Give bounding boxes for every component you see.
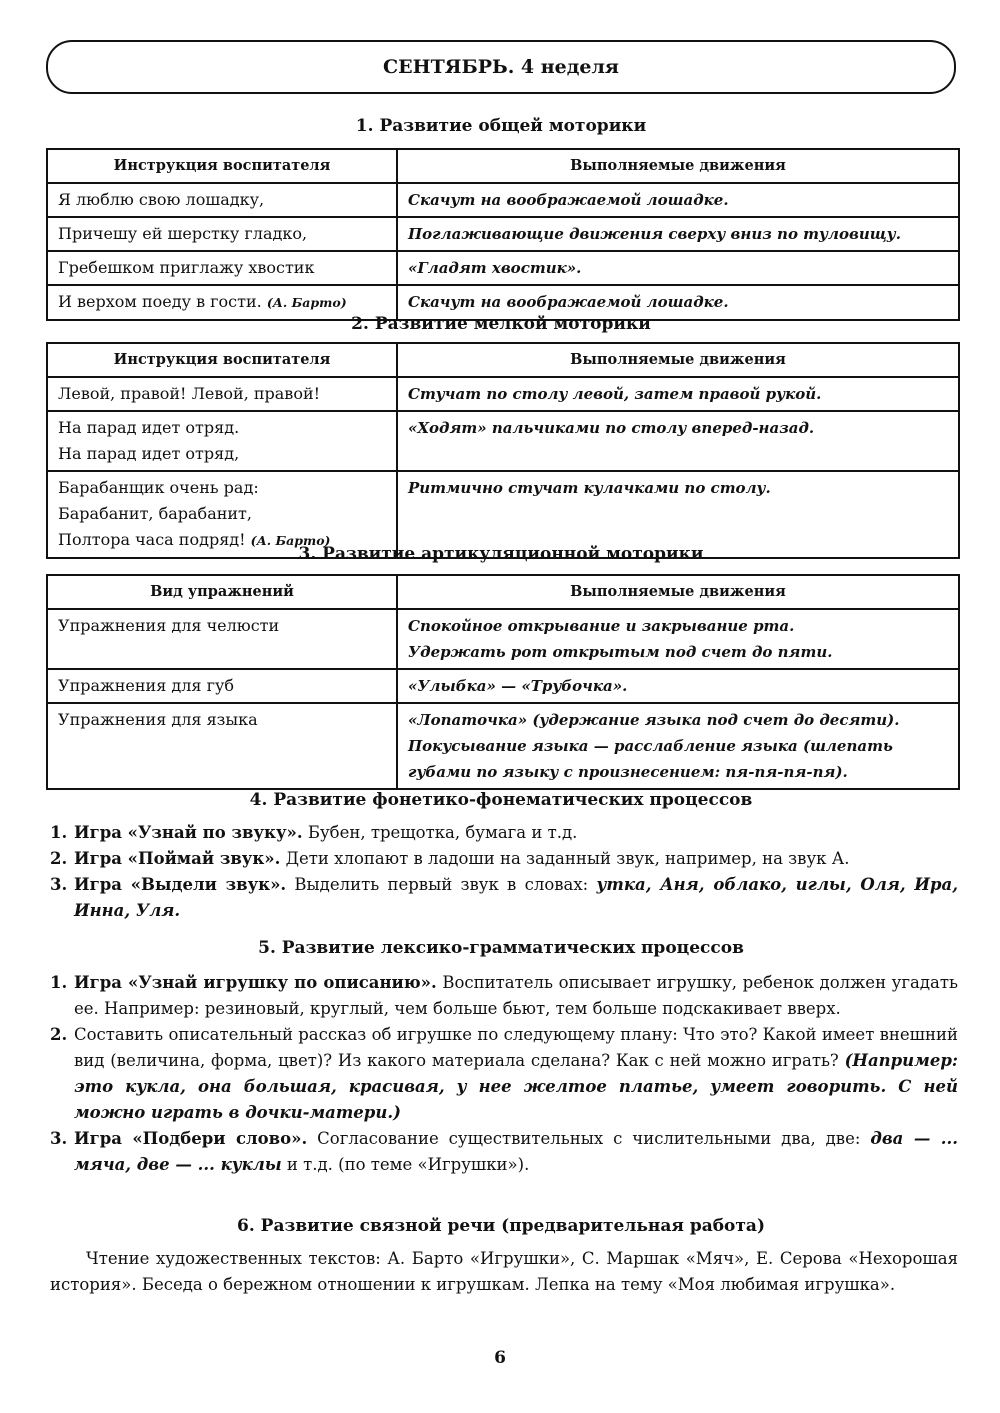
- instruction-cell: Гребешком приглажу хвостик: [47, 251, 397, 285]
- verse-line: Барабанщик очень рад:: [58, 478, 259, 497]
- instruction-text: И верхом поеду в гости.: [58, 292, 262, 311]
- section-5-title: 5. Развитие лексико-грамматических процессов: [258, 938, 744, 958]
- movement-cell: «Ходят» пальчиками по столу вперед-назад.: [397, 411, 959, 471]
- table-row: [47, 217, 959, 251]
- list-item: [50, 846, 958, 872]
- exercise-type-cell: Упражнения для губ: [47, 669, 397, 703]
- page-title: СЕНТЯБРЬ. 4 неделя: [46, 40, 956, 94]
- movement-cell: [397, 703, 959, 789]
- instruction-cell: [47, 377, 397, 411]
- instruction-cell: [47, 411, 397, 471]
- list-item: [50, 820, 958, 846]
- verse-line: Барабанит, барабанит,: [58, 504, 252, 523]
- exercise-type-cell: Упражнения для языка: [47, 703, 397, 789]
- item-text: Воспитатель описывает игрушку, ребенок должен угадать ее. Например: резиновый, круглый, чем больше бьют, тем больше подскакивает вверх.: [74, 973, 958, 1018]
- item-body: [74, 820, 958, 846]
- list-item: [50, 1126, 958, 1178]
- table-header-row: [47, 575, 959, 609]
- section-6-paragraph: Чтение художественных текстов: А. Барто «Игрушки», С. Маршак «Мяч», Е. Серова «Нехорошая история». Беседа о бережном отношении к игрушкам. Лепка на тему «Моя любимая игрушка».: [50, 1249, 958, 1294]
- gross-motor-table: [46, 148, 960, 321]
- movement-line: Спокойное открывание и закрывание рта.: [408, 617, 795, 635]
- author-note: (А. Барто): [266, 295, 347, 310]
- table-row: [47, 183, 959, 217]
- game-name: Игра «Узнай по звуку».: [74, 823, 303, 842]
- table-header-row: [47, 149, 959, 183]
- item-body: [74, 1022, 958, 1126]
- column-header: Выполняемые движения: [397, 343, 959, 377]
- articulation-table: [46, 574, 960, 790]
- exercise-type-cell: Упражнения для челюсти: [47, 609, 397, 669]
- movement-cell: «Гладят хвостик».: [397, 251, 959, 285]
- lexical-games-list: [50, 970, 958, 1178]
- table-row: [47, 703, 959, 789]
- item-text: Бубен, трещотка, бумага и т.д.: [302, 823, 578, 842]
- movement-line: Удержать рот открытым под счет до пяти.: [408, 643, 833, 661]
- instruction-cell: Я люблю свою лошадку,: [47, 183, 397, 217]
- column-header: Выполняемые движения: [397, 149, 959, 183]
- item-number: 2.: [50, 1025, 68, 1044]
- item-text: Составить описательный рассказ об игрушке по следующему плану: Что это? Какой имеет внешний вид (величина, форма, цвет)? Из какого материала сделана? Как с ней можно играть?: [74, 1025, 958, 1070]
- item-number: 3.: [50, 875, 68, 894]
- movement-cell: «Улыбка» — «Трубочка».: [397, 669, 959, 703]
- example-text: (Например: это кукла, она большая, красивая, у нее желтое платье, умеет говорить. С ней можно играть в дочки-матери.): [74, 1051, 958, 1122]
- verse-text: Полтора часа подряд!: [58, 530, 246, 549]
- item-number: 3.: [50, 1129, 68, 1148]
- game-name: Игра «Узнай игрушку по описанию».: [74, 973, 437, 992]
- item-number: 1.: [50, 823, 68, 842]
- table-header-row: [47, 343, 959, 377]
- item-tail: и т.д. (по теме «Игрушки»).: [281, 1155, 530, 1174]
- item-body: [74, 872, 958, 924]
- item-text: Согласование существительных с числительными два, две:: [307, 1129, 871, 1148]
- item-text: Дети хлопают в ладоши на заданный звук, например, на звук А.: [280, 849, 850, 868]
- item-body: [74, 970, 958, 1022]
- column-header: Инструкция воспитателя: [47, 149, 397, 183]
- movement-line: «Лопаточка» (удержание языка под счет до десяти).: [408, 711, 900, 729]
- section-3-title: 3. Развитие артикуляционной моторики: [298, 544, 704, 564]
- author-note: (А. Барто): [250, 533, 331, 548]
- fine-motor-table: [46, 342, 960, 559]
- item-text: Выделить первый звук в словах:: [286, 875, 597, 894]
- game-name: Игра «Подбери слово».: [74, 1129, 308, 1148]
- game-name: Игра «Выдели звук».: [74, 875, 287, 894]
- list-item: [50, 970, 958, 1022]
- example-words: утка, Аня, облако, иглы, Оля, Ира, Инна, Уля.: [74, 875, 958, 920]
- item-body: [74, 1126, 958, 1178]
- section-1-title: 1. Развитие общей моторики: [355, 116, 647, 136]
- item-number: 2.: [50, 849, 68, 868]
- movement-line: Покусывание языка — расслабление языка (шлепать губами по языку с произнесением: пя-пя-пя-пя).: [408, 737, 893, 781]
- page-number: 6: [494, 1348, 506, 1368]
- column-header: Выполняемые движения: [397, 575, 959, 609]
- list-item: [50, 872, 958, 924]
- section-2-title: 2. Развитие мелкой моторики: [351, 314, 651, 334]
- table-row: [47, 609, 959, 669]
- table-row: [47, 251, 959, 285]
- phonetic-games-list: [50, 820, 958, 924]
- movement-cell: [397, 609, 959, 669]
- table-row: [47, 411, 959, 471]
- column-header: Инструкция воспитателя: [47, 343, 397, 377]
- table-row: [47, 377, 959, 411]
- section-4-title: 4. Развитие фонетико-фонематических процессов: [249, 790, 753, 810]
- table-row: [47, 669, 959, 703]
- verse-line: Левой, правой! Левой, правой!: [58, 384, 321, 403]
- column-header: Вид упражнений: [47, 575, 397, 609]
- movement-cell: Скачут на воображаемой лошадке.: [397, 285, 959, 320]
- instruction-cell: Причешу ей шерстку гладко,: [47, 217, 397, 251]
- verse-line: На парад идет отряд,: [58, 444, 240, 463]
- item-body: [74, 846, 958, 872]
- verse-line: На парад идет отряд.: [58, 418, 240, 437]
- section-6-title: 6. Развитие связной речи (предварительная работа): [237, 1216, 765, 1236]
- movement-cell: Ритмично стучат кулачками по столу.: [397, 471, 959, 558]
- example-text: два — ... мяча, две — ... куклы: [74, 1129, 958, 1174]
- game-name: Игра «Поймай звук».: [74, 849, 281, 868]
- item-number: 1.: [50, 973, 68, 992]
- movement-cell: Стучат по столу левой, затем правой рукой.: [397, 377, 959, 411]
- movement-cell: Скачут на воображаемой лошадке.: [397, 183, 959, 217]
- list-item: [50, 1022, 958, 1126]
- movement-cell: Поглаживающие движения сверху вниз по туловищу.: [397, 217, 959, 251]
